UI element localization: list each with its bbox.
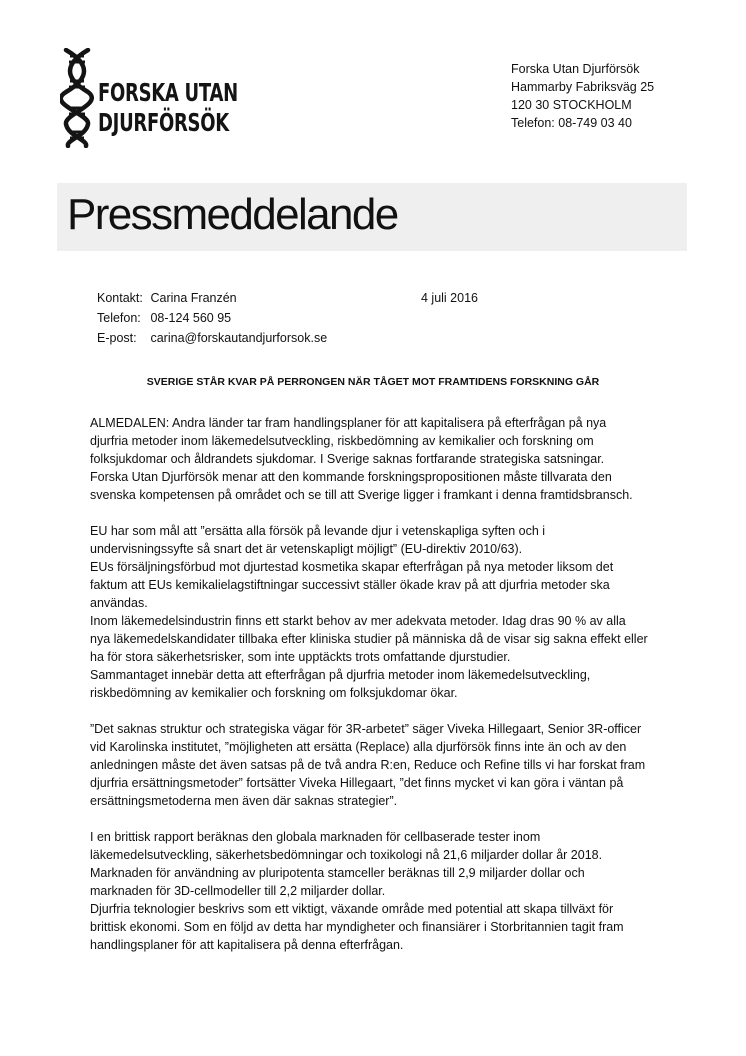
paragraph bbox=[90, 522, 670, 702]
text-line: ha för stora säkerhetsrisker, som inte upptäckts trots omfattande djurstudier. bbox=[90, 650, 511, 664]
paragraph bbox=[90, 720, 670, 810]
article-body bbox=[90, 414, 670, 972]
contact-row bbox=[97, 328, 327, 348]
text-line: Inom läkemedelsindustrin finns ett starkt behov av mer adekvata metoder. Idag dras 90 % av alla bbox=[90, 614, 626, 628]
text-line: läkemedelsutveckling, säkerhetsbedömningar och toxikologi nå 21,6 miljarder dollar år 2018. bbox=[90, 848, 603, 862]
logo-wordmark bbox=[98, 78, 238, 138]
address-line: 120 30 STOCKHOLM bbox=[511, 98, 632, 112]
contact-email: carina@forskautandjurforsok.se bbox=[150, 331, 328, 345]
contact-label: Kontakt: bbox=[97, 291, 143, 305]
address-line: Telefon: 08-749 03 40 bbox=[511, 116, 632, 130]
address-block bbox=[511, 60, 654, 132]
dna-helix-icon bbox=[60, 48, 94, 148]
text-line: djurfria metoder inom läkemedelsutveckling, riskbedömning av kemikalier och forskning om bbox=[90, 434, 594, 448]
text-line: ALMEDALEN: Andra länder tar fram handlingsplaner för att kapitalisera på efterfrågan på nya bbox=[90, 416, 607, 430]
headline: SVERIGE STÅR KVAR PÅ PERRONGEN NÄR TÅGET MOT FRAMTIDENS FORSKNING GÅR bbox=[146, 376, 600, 388]
text-line: Marknaden för användning av pluripotenta stamceller beräknas till 2,9 miljarder dollar och bbox=[90, 866, 585, 880]
contact-block bbox=[97, 288, 327, 348]
text-line: folksjukdomar och åldrandets sjukdomar. I Sverige saknas fortfarande strategiska satsningar. bbox=[90, 452, 605, 466]
contact-phone: 08-124 560 95 bbox=[150, 311, 232, 325]
address-line: Forska Utan Djurförsök bbox=[511, 62, 640, 76]
logo-line-1: FORSKA UTAN bbox=[98, 78, 238, 107]
text-line: djurfria ersättningsmetoder” fortsätter Viveka Hillegaart, ”det finns mycket vi kan göra i väntan på bbox=[90, 776, 624, 790]
logo-line-2: DJURFÖRSÖK bbox=[98, 108, 229, 137]
text-line: brittisk ekonomi. Som en följd av detta har myndigheter och finansiärer i Storbritannien tagit fram bbox=[90, 920, 624, 934]
address-line: Hammarby Fabriksväg 25 bbox=[511, 80, 655, 94]
text-line: riskbedömning av kemikalier och forskning om folksjukdomar ökar. bbox=[90, 686, 458, 700]
text-line: Forska Utan Djurförsök menar att den kommande forskningspropositionen måste tillvarata den bbox=[90, 470, 612, 484]
text-line: ersättningsmetoderna men även där saknas strategier”. bbox=[90, 794, 398, 808]
text-line: svenska kompetensen på området och se till att Sverige ligger i framkant i denna framtidsbransch. bbox=[90, 488, 633, 502]
text-line: handlingsplaner för att kapitalisera på denna efterfrågan. bbox=[90, 938, 404, 952]
text-line: I en brittisk rapport beräknas den globala marknaden för cellbaserade tester inom bbox=[90, 830, 541, 844]
text-line: anledningen måste det även satsas på de två andra R:en, Reduce och Refine tills vi har forskat fram bbox=[90, 758, 646, 772]
page-title: Pressmeddelande bbox=[67, 190, 398, 239]
text-line: marknaden för 3D-cellmodeller till 2,2 miljarder dollar. bbox=[90, 884, 386, 898]
text-line: vid Karolinska institutet, ”möjligheten att ersätta (Replace) alla djurförsök finns inte än och av den bbox=[90, 740, 627, 754]
text-line: undervisningssyfte så snart det är vetenskapligt möjligt” (EU-direktiv 2010/63). bbox=[90, 542, 523, 556]
paragraph bbox=[90, 828, 670, 954]
text-line: EUs försäljningsförbud mot djurtestad kosmetika skapar efterfrågan på nya metoder liksom det bbox=[90, 560, 614, 574]
contact-row bbox=[97, 288, 327, 308]
contact-name: Carina Franzén bbox=[150, 291, 237, 305]
contact-row bbox=[97, 308, 327, 328]
text-line: Djurfria teknologier beskrivs som ett viktigt, växande område med potential att skapa tillväxt för bbox=[90, 902, 614, 916]
text-line: användas. bbox=[90, 596, 148, 610]
text-line: ”Det saknas struktur och strategiska vägar för 3R-arbetet” säger Viveka Hillegaart, Senior 3R-officer bbox=[90, 722, 642, 736]
paragraph bbox=[90, 414, 670, 504]
text-line: EU har som mål att ”ersätta alla försök på levande djur i vetenskapliga syften och i bbox=[90, 524, 546, 538]
title-banner bbox=[57, 183, 687, 251]
text-line: faktum att EUs kemikalielagstiftningar successivt ställer ökade krav på att djurfria metoder ska bbox=[90, 578, 610, 592]
text-line: nya läkemedelskandidater tillbaka efter kliniska studier på människa då de visar sig sakna effekt eller bbox=[90, 632, 648, 646]
logo bbox=[60, 48, 260, 148]
release-date: 4 juli 2016 bbox=[421, 291, 478, 305]
text-line: Sammantaget innebär detta att efterfrågan på djurfria metoder inom läkemedelsutveckling, bbox=[90, 668, 591, 682]
contact-label: Telefon: bbox=[97, 311, 141, 325]
contact-label: E-post: bbox=[97, 331, 137, 345]
